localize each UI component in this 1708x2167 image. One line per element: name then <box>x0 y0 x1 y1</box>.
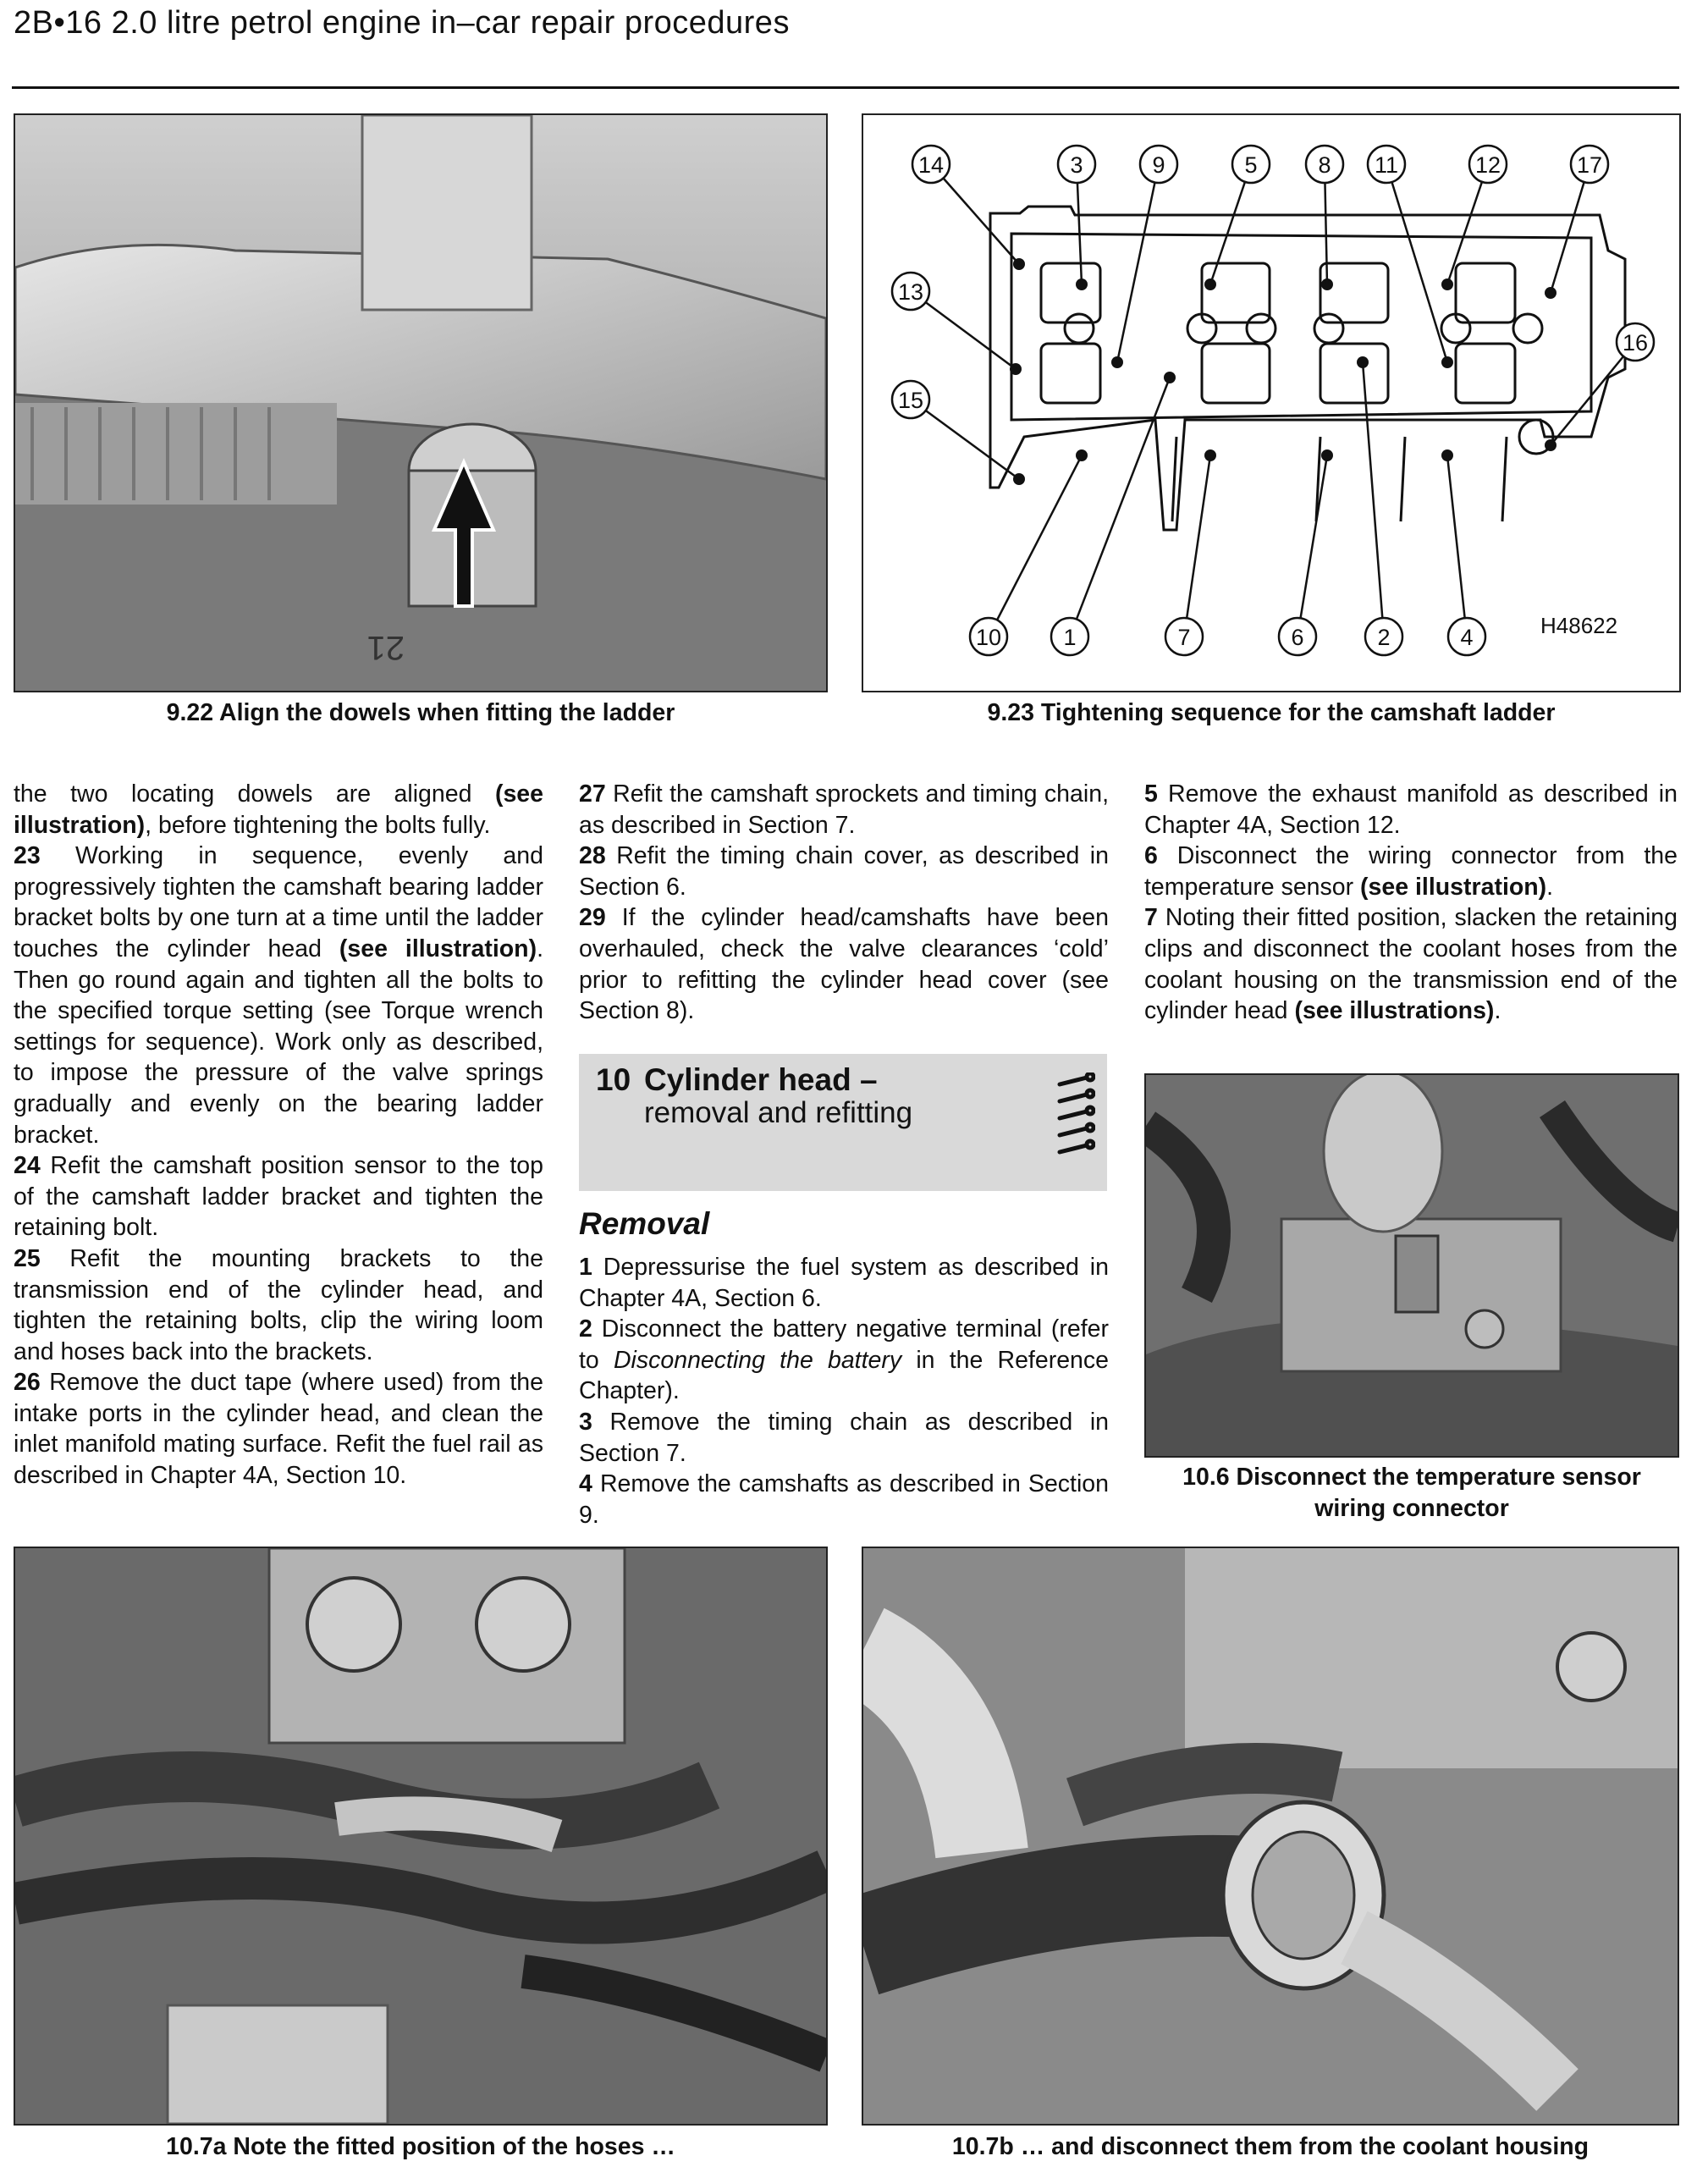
label-bolt-16: 16 <box>1622 330 1649 356</box>
label-bolt-14: 14 <box>917 152 945 178</box>
paragraph-26: 26 Remove the duct tape (where used) from the intake ports in the cylinder head, and clean the inlet manifold mating surface. Refit the fuel rail as described in Chapter 4A, Section 10. <box>14 1369 543 1490</box>
figure-10-7a-photo <box>14 1547 828 2126</box>
label-bolt-11: 11 <box>1374 152 1399 178</box>
label-bolt-8: 8 <box>1318 152 1331 178</box>
figure-10-7a-caption: 10.7a Note the fitted position of the hoses … <box>166 2133 675 2160</box>
ladder-bolt-diagram <box>863 115 1679 691</box>
removal-step-7: 7 Noting their fitted position, slacken the retaining clips and disconnect the coolant hoses from the coolant housing on the transmission end of the cylinder head (see illustrations). <box>1144 904 1678 1025</box>
removal-step-2: 2 Disconnect the battery negative terminal (refer to Disconnecting the battery in the Reference Chapter). <box>579 1315 1109 1405</box>
label-bolt-7: 7 <box>1177 625 1191 650</box>
removal-step-1: 1 Depressurise the fuel system as described in Chapter 4A, Section 6. <box>579 1254 1109 1312</box>
label-bolt-13: 13 <box>897 279 924 305</box>
page-header-title: 2B•16 2.0 litre petrol engine in–car repair procedures <box>14 5 790 41</box>
label-bolt-9: 9 <box>1152 152 1165 178</box>
label-bolt-1: 1 <box>1063 625 1077 650</box>
figure-9-23-diagram <box>862 113 1681 692</box>
text-column-2-top <box>579 779 1109 1027</box>
paragraph-24: 24 Refit the camshaft position sensor to the top of the camshaft ladder bracket and tighten the retaining bolt. <box>14 1152 543 1242</box>
coolant-housing-photo-illustration <box>863 1548 1678 2124</box>
figure-10-7b-caption: 10.7b … and disconnect them from the coolant housing <box>951 2133 1590 2160</box>
section-number: 10 <box>596 1062 631 1097</box>
paragraph-23: 23 Working in sequence, evenly and progressively tighten the camshaft bearing ladder bracket bolts by one turn at a time until the ladder touches the cylinder head (see illustration). Then go round again and tighten all the bolts to the specified torque setting (see Torque wrench settings for sequence). Work only as described, to impose the pressure of the valve springs gradually and evenly on the bearing ladder bracket. <box>14 842 543 1149</box>
hoses-photo-illustration <box>15 1548 826 2124</box>
paragraph-28: 28 Refit the timing chain cover, as described in Section 6. <box>579 842 1109 901</box>
removal-step-3: 3 Remove the timing chain as described in Section 7. <box>579 1408 1109 1467</box>
text-column-1 <box>14 779 543 1492</box>
diagram-code: H48622 <box>1540 613 1618 638</box>
figure-9-22-photo <box>14 113 828 692</box>
paragraph-22-continued: the two locating dowels are aligned (see illustration), before tightening the bolts fully. <box>14 780 543 839</box>
removal-subheading: Removal <box>579 1206 710 1241</box>
difficulty-spanner-icon <box>1053 1072 1095 1166</box>
section-subtitle: removal and refitting <box>644 1096 913 1129</box>
figure-10-6-caption: 10.6 Disconnect the temperature sensor wiring connector <box>1182 1464 1641 1522</box>
dowel-photo-illustration <box>15 115 826 691</box>
label-bolt-10: 10 <box>975 625 1002 650</box>
paragraph-29: 29 If the cylinder head/camshafts have been overhauled, check the valve clearances ‘cold’ prior to refitting the cylinder head cover (see Section 8). <box>579 904 1109 1025</box>
section-10-heading-box <box>579 1054 1107 1191</box>
paragraph-25: 25 Refit the mounting brackets to the transmission end of the cylinder head, and tighten the retaining bolts, clip the wiring loom and hoses back into the brackets. <box>14 1244 543 1365</box>
header-rule <box>12 86 1679 89</box>
figure-9-23-caption: 9.23 Tightening sequence for the camshaft ladder <box>987 699 1556 726</box>
text-column-2-bottom <box>579 1252 1109 1530</box>
label-bolt-2: 2 <box>1377 625 1391 650</box>
label-bolt-6: 6 <box>1291 625 1304 650</box>
figure-10-6-photo <box>1144 1073 1679 1458</box>
text-column-3 <box>1144 779 1678 1027</box>
removal-step-5: 5 Remove the exhaust manifold as described in Chapter 4A, Section 12. <box>1144 780 1678 839</box>
label-bolt-4: 4 <box>1460 625 1474 650</box>
label-bolt-5: 5 <box>1244 152 1258 178</box>
paragraph-27: 27 Refit the camshaft sprockets and timing chain, as described in Section 7. <box>579 780 1109 839</box>
casting-stamp: 21 <box>366 629 405 666</box>
figure-9-22-caption: 9.22 Align the dowels when fitting the ladder <box>166 699 675 726</box>
section-title: Cylinder head – <box>644 1062 878 1097</box>
label-bolt-12: 12 <box>1474 152 1501 178</box>
figure-10-7b-photo <box>862 1547 1679 2126</box>
label-bolt-15: 15 <box>897 388 924 413</box>
bolt-points <box>1010 258 1556 485</box>
label-bolt-3: 3 <box>1070 152 1083 178</box>
temperature-sensor-photo-illustration <box>1146 1075 1678 1456</box>
removal-step-6: 6 Disconnect the wiring connector from the temperature sensor (see illustration). <box>1144 842 1678 901</box>
removal-step-4: 4 Remove the camshafts as described in Section 9. <box>579 1470 1109 1529</box>
label-bolt-17: 17 <box>1576 152 1603 178</box>
